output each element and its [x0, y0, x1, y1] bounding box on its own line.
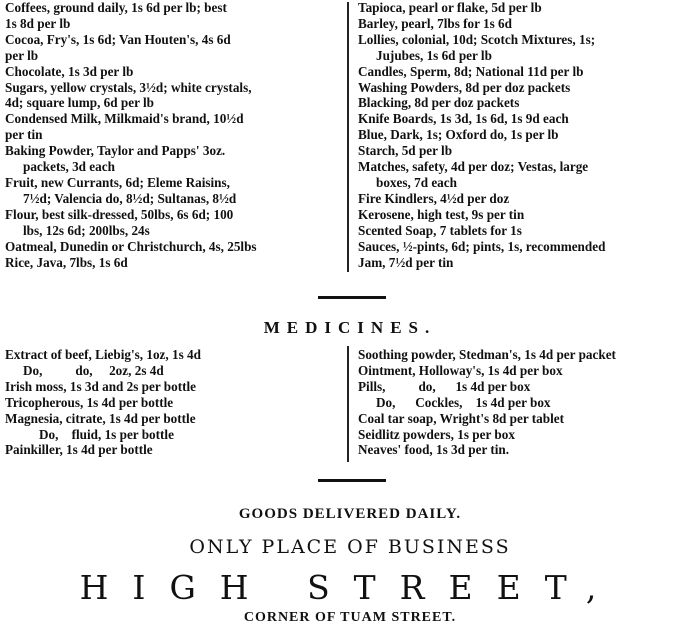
column-divider — [347, 2, 349, 272]
list-item: Lollies, colonial, 10d; Scotch Mixtures, 1s; — [358, 31, 596, 47]
list-item: Sauces, ½-pints, 6d; pints, 1s, recommended — [358, 238, 606, 254]
list-item: Rice, Java, 7lbs, 1s 6d — [5, 254, 128, 270]
list-item: Condensed Milk, Milkmaid's brand, 10½d — [5, 111, 244, 127]
list-item: Tapioca, pearl or flake, 5d per lb — [358, 0, 542, 15]
list-item: Sugars, yellow crystals, 3½d; white crystals, — [5, 79, 252, 95]
section-rule — [318, 479, 386, 482]
list-item: Fruit, new Currants, 6d; Eleme Raisins, — [5, 174, 230, 190]
list-item: per tin — [5, 127, 43, 143]
goods-delivered-line: GOODS DELIVERED DAILY. — [238, 506, 462, 522]
street-name-line: HIGH STREET, — [79, 568, 621, 607]
list-item: Do, do, 2oz, 2s 4d — [23, 362, 164, 378]
corner-line: CORNER OF TUAM STREET. — [243, 610, 457, 625]
list-item: Scented Soap, 7 tablets for 1s — [358, 222, 522, 238]
medicines-right-column — [358, 347, 698, 458]
list-item: Soothing powder, Stedman's, 1s 4d per packet — [358, 347, 616, 362]
column-divider — [347, 346, 349, 462]
list-item: Do, fluid, 1s per bottle — [39, 426, 174, 442]
list-item: per lb — [5, 47, 39, 63]
list-item: Cocoa, Fry's, 1s 6d; Van Houten's, 4s 6d — [5, 31, 231, 47]
list-item: Blacking, 8d per doz packets — [358, 95, 520, 111]
list-item: Knife Boards, 1s 3d, 1s 6d, 1s 9d each — [358, 111, 569, 127]
list-item: Do, Cockles, 1s 4d per box — [376, 394, 551, 410]
list-item: Coffees, ground daily, 1s 6d per lb; best — [5, 0, 227, 15]
list-item: 4d; square lump, 6d per lb — [5, 95, 155, 111]
list-item: boxes, 7d each — [376, 174, 457, 190]
list-item: Jujubes, 1s 6d per lb — [376, 47, 492, 63]
list-item: Flour, best silk-dressed, 50lbs, 6s 6d; 100 — [5, 206, 234, 222]
list-item: Painkiller, 1s 4d per bottle — [5, 442, 153, 458]
groceries-left-column — [5, 0, 343, 270]
list-item: Fire Kindlers, 4½d per doz — [358, 190, 510, 206]
list-item: Pills, do, 1s 4d per box — [358, 378, 531, 394]
list-item: Tricopherous, 1s 4d per bottle — [5, 394, 174, 410]
section-rule — [318, 296, 386, 299]
list-item: Neaves' food, 1s 3d per tin. — [358, 442, 510, 458]
list-item: 1s 8d per lb — [5, 15, 71, 31]
list-item: Candles, Sperm, 8d; National 11d per lb — [358, 63, 584, 79]
medicines-left-column — [5, 347, 343, 458]
list-item: Washing Powders, 8d per doz packets — [358, 79, 571, 95]
list-item: Blue, Dark, 1s; Oxford do, 1s per lb — [358, 127, 559, 143]
list-item: Ointment, Holloway's, 1s 4d per box — [358, 362, 563, 378]
list-item: Magnesia, citrate, 1s 4d per bottle — [5, 410, 196, 426]
list-item: packets, 3d each — [23, 159, 115, 175]
list-item: Baking Powder, Taylor and Papps' 3oz. — [5, 143, 226, 159]
list-item: Oatmeal, Dunedin or Christchurch, 4s, 25lbs — [5, 238, 257, 254]
list-item: Barley, pearl, 7lbs for 1s 6d — [358, 15, 512, 31]
list-item: Irish moss, 1s 3d and 2s per bottle — [5, 378, 197, 394]
list-item: Extract of beef, Liebig's, 1oz, 1s 4d — [5, 347, 201, 362]
only-place-line: ONLY PLACE OF BUSINESS — [189, 536, 511, 558]
list-item: lbs, 12s 6d; 200lbs, 24s — [23, 222, 150, 238]
list-item: 7½d; Valencia do, 8½d; Sultanas, 8½d — [23, 190, 237, 206]
list-item: Seidlitz powders, 1s per box — [358, 426, 515, 442]
list-item: Kerosene, high test, 9s per tin — [358, 206, 525, 222]
list-item: Coal tar soap, Wright's 8d per tablet — [358, 410, 565, 426]
list-item: Jam, 7½d per tin — [358, 254, 454, 270]
list-item: Matches, safety, 4d per doz; Vestas, large — [358, 159, 589, 175]
groceries-right-column — [358, 0, 698, 270]
list-item: Starch, 5d per lb — [358, 143, 453, 159]
list-item: Chocolate, 1s 3d per lb — [5, 63, 134, 79]
medicines-heading: MEDICINES. — [263, 318, 437, 337]
